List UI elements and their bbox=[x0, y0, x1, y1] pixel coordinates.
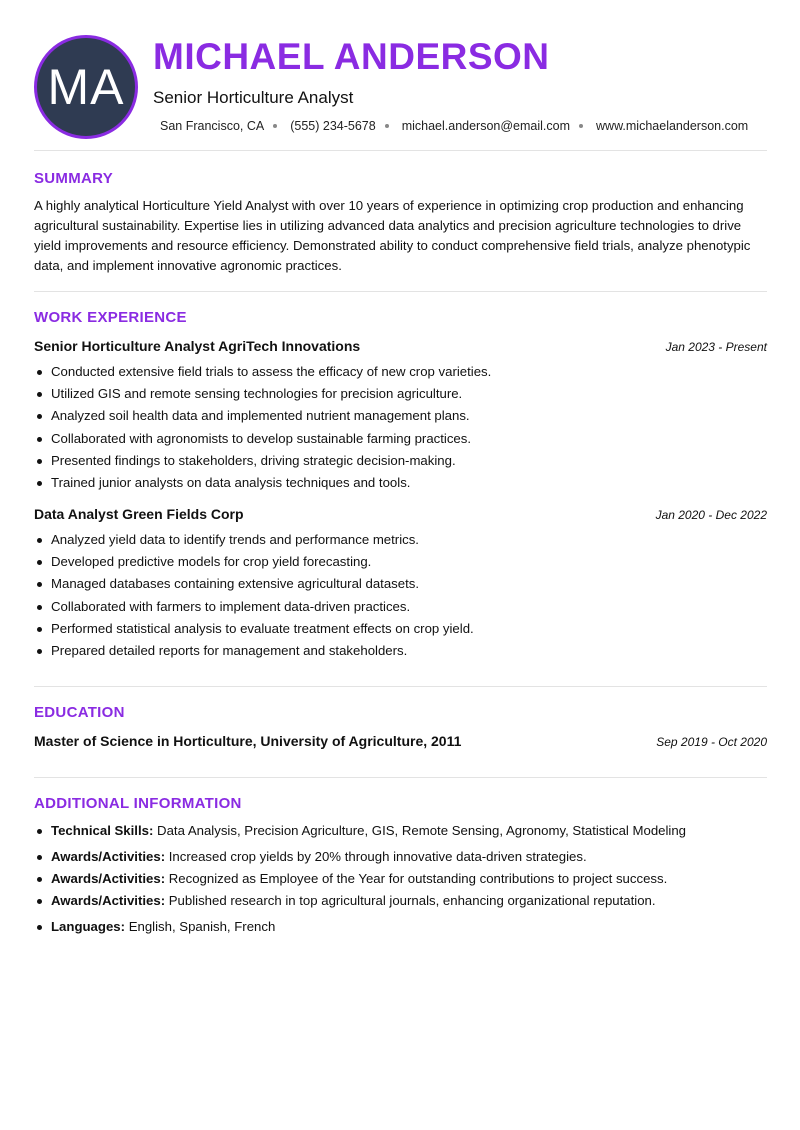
contact-line bbox=[160, 119, 748, 133]
item-value: Recognized as Employee of the Year for outstanding contributions to project success. bbox=[168, 871, 668, 886]
list-item: Presented findings to stakeholders, driving strategic decision-making. bbox=[34, 452, 491, 474]
list-item: Performed statistical analysis to evaluate treatment effects on crop yield. bbox=[34, 620, 474, 642]
summary-text: A highly analytical Horticulture Yield Analyst with over 10 years of experience in optimizing crop production and enhancing agricultural sustainability. Expertise lies in utilizing advanced data analytics and precision agriculture technologies to drive yield improvements and resource efficiency. Demonstrated ability to conduct comprehensive field trials, analyze phenotypic data, and implement innovative agronomic practices. bbox=[34, 198, 751, 273]
item-label: Awards/Activities: bbox=[51, 893, 166, 908]
list-item: Trained junior analysts on data analysis techniques and tools. bbox=[34, 474, 491, 496]
list-item: Analyzed yield data to identify trends and performance metrics. bbox=[34, 531, 474, 553]
contact-website[interactable]: www.michaelanderson.com bbox=[596, 119, 749, 133]
list-item: Developed predictive models for crop yield forecasting. bbox=[34, 553, 474, 575]
list-item: Prepared detailed reports for management and stakeholders. bbox=[34, 642, 474, 664]
job-role: Data Analyst Green Fields Corp bbox=[34, 506, 244, 522]
list-item: Analyzed soil health data and implemented nutrient management plans. bbox=[34, 407, 491, 429]
list-item bbox=[34, 918, 686, 940]
item-label: Awards/Activities: bbox=[51, 849, 166, 864]
summary-heading: SUMMARY bbox=[34, 170, 114, 187]
contact-email[interactable]: michael.anderson@email.com bbox=[401, 119, 571, 133]
education-entry bbox=[34, 733, 767, 749]
list-item: Collaborated with agronomists to develop sustainable farming practices. bbox=[34, 430, 491, 452]
job-header bbox=[34, 338, 767, 356]
item-label: Technical Skills: bbox=[51, 823, 154, 838]
candidate-title: Senior Horticulture Analyst bbox=[153, 88, 354, 107]
item-value: Published research in top agricultural journals, enhancing organizational reputation. bbox=[168, 893, 656, 908]
section-divider bbox=[34, 291, 767, 292]
list-item: Conducted extensive field trials to assess the efficacy of new crop varieties. bbox=[34, 363, 491, 385]
experience-heading: WORK EXPERIENCE bbox=[34, 309, 187, 326]
education-dates: Sep 2019 - Oct 2020 bbox=[656, 735, 767, 749]
list-item bbox=[34, 822, 686, 848]
education-heading: EDUCATION bbox=[34, 704, 125, 721]
item-value: English, Spanish, French bbox=[128, 919, 276, 934]
job-bullets bbox=[34, 531, 474, 664]
job-dates: Jan 2020 - Dec 2022 bbox=[655, 508, 767, 522]
separator-dot bbox=[273, 124, 277, 128]
list-item bbox=[34, 870, 686, 892]
item-value: Increased crop yields by 20% through innovative data-driven strategies. bbox=[168, 849, 587, 864]
avatar bbox=[34, 35, 138, 139]
list-item: Managed databases containing extensive agricultural datasets. bbox=[34, 575, 474, 597]
avatar-initials: MA bbox=[47, 59, 125, 115]
job-dates: Jan 2023 - Present bbox=[665, 340, 767, 354]
candidate-name: MICHAEL ANDERSON bbox=[153, 36, 550, 77]
list-item: Utilized GIS and remote sensing technologies for precision agriculture. bbox=[34, 385, 491, 407]
contact-phone: (555) 234-5678 bbox=[290, 119, 376, 133]
section-divider bbox=[34, 150, 767, 151]
contact-location: San Francisco, CA bbox=[160, 119, 265, 133]
additional-heading: ADDITIONAL INFORMATION bbox=[34, 795, 242, 812]
separator-dot bbox=[579, 124, 583, 128]
item-value: Data Analysis, Precision Agriculture, GIS, Remote Sensing, Agronomy, Statistical Modeling bbox=[157, 823, 687, 838]
resume-header bbox=[0, 0, 800, 150]
section-divider bbox=[34, 686, 767, 687]
job-bullets bbox=[34, 363, 491, 496]
list-item: Collaborated with farmers to implement data-driven practices. bbox=[34, 598, 474, 620]
section-divider bbox=[34, 777, 767, 778]
list-item bbox=[34, 892, 686, 918]
item-label: Awards/Activities: bbox=[51, 871, 166, 886]
list-item bbox=[34, 848, 686, 870]
separator-dot bbox=[385, 124, 389, 128]
job-header bbox=[34, 506, 767, 524]
education-degree: Master of Science in Horticulture, University of Agriculture, 2011 bbox=[34, 733, 462, 749]
additional-list bbox=[34, 822, 686, 940]
item-label: Languages: bbox=[51, 919, 126, 934]
job-role: Senior Horticulture Analyst AgriTech Innovations bbox=[34, 338, 361, 354]
